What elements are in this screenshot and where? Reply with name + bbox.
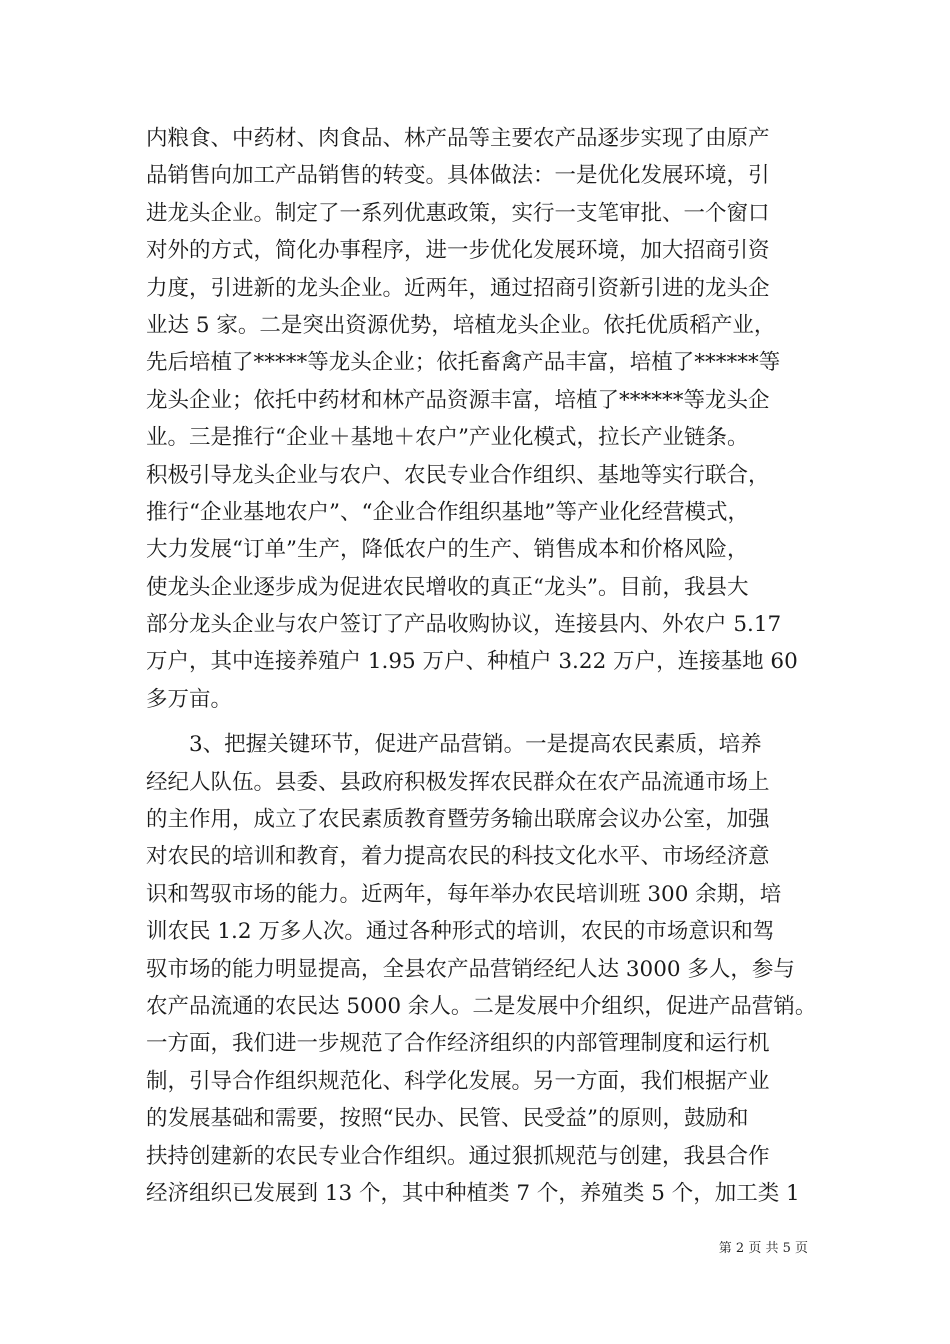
text-line: 业达 5 家。二是突出资源优势，培植龙头企业。依托优质稻产业， bbox=[146, 312, 776, 338]
text-line: 进龙头企业。制定了一系列优惠政策，实行一支笔审批、一个窗口 bbox=[146, 200, 770, 226]
body-text bbox=[146, 120, 817, 1212]
paragraph-gap bbox=[146, 718, 806, 726]
text-line: 积极引导龙头企业与农户、农民专业合作组织、基地等实行联合， bbox=[146, 462, 770, 488]
text-line: 万户，其中连接养殖户 1.95 万户、种植户 3.22 万户，连接基地 60 bbox=[146, 649, 798, 675]
text-line: 先后培植了*****等龙头企业；依托畜禽产品丰富，培植了******等 bbox=[146, 350, 781, 376]
text-line: 力度，引进新的龙头企业。近两年，通过招商引资新引进的龙头企 bbox=[146, 275, 770, 301]
text-line: 对农民的培训和教育，着力提高农民的科技文化水平、市场经济意 bbox=[146, 844, 770, 870]
text-line: 龙头企业；依托中药材和林产品资源丰富，培植了******等龙头企 bbox=[146, 387, 770, 413]
text-line: 部分龙头企业与农户签订了产品收购协议，连接县内、外农户 5.17 bbox=[146, 612, 782, 638]
text-line: 制，引导合作组织规范化、科学化发展。另一方面，我们根据产业 bbox=[146, 1068, 770, 1094]
text-line: 对外的方式，简化办事程序，进一步优化发展环境，加大招商引资 bbox=[146, 238, 770, 264]
text-line: 多万亩。 bbox=[146, 686, 233, 712]
text-line: 经济组织已发展到 13 个，其中种植类 7 个，养殖类 5 个，加工类 1 bbox=[146, 1180, 800, 1206]
text-line: 训农民 1.2 万多人次。通过各种形式的培训，农民的市场意识和驾 bbox=[146, 919, 775, 945]
text-line: 业。三是推行“企业＋基地＋农户”产业化模式，拉长产业链条。 bbox=[146, 425, 749, 451]
text-line: 内粮食、中药材、肉食品、林产品等主要农产品逐步实现了由原产 bbox=[146, 126, 770, 151]
text-line: 品销售向加工产品销售的转变。具体做法：一是优化发展环境，引 bbox=[146, 163, 770, 189]
text-line: 3、把握关键环节，促进产品营销。一是提高农民素质，培养 bbox=[146, 732, 762, 758]
text-line: 使龙头企业逐步成为促进农民增收的真正“龙头”。目前，我县大 bbox=[146, 574, 749, 600]
text-line: 的发展基础和需要，按照“民办、民管、民受益”的原则，鼓励和 bbox=[146, 1106, 749, 1132]
text-line: 经纪人队伍。县委、县政府积极发挥农民群众在农产品流通市场上 bbox=[146, 769, 770, 795]
text-line: 识和驾驭市场的能力。近两年，每年举办农民培训班 300 余期，培 bbox=[146, 881, 782, 907]
text-line: 推行“企业基地农户”、“企业合作组织基地”等产业化经营模式， bbox=[146, 499, 749, 525]
text-line: 一方面，我们进一步规范了合作经济组织的内部管理制度和运行机 bbox=[146, 1031, 770, 1057]
page-number: 第 2 页 共 5 页 bbox=[718, 1241, 808, 1256]
text-line: 驭市场的能力明显提高，全县农产品营销经纪人达 3000 多人，参与 bbox=[146, 956, 795, 982]
text-line: 大力发展“订单”生产，降低农户的生产、销售成本和价格风险， bbox=[146, 537, 749, 563]
text-line: 农产品流通的农民达 5000 余人。二是发展中介组织，促进产品营销。 bbox=[146, 993, 817, 1019]
text-line: 扶持创建新的农民专业合作组织。通过狠抓规范与创建，我县合作 bbox=[146, 1143, 770, 1169]
text-line: 的主作用，成立了农民素质教育暨劳务输出联席会议办公室，加强 bbox=[146, 807, 770, 833]
